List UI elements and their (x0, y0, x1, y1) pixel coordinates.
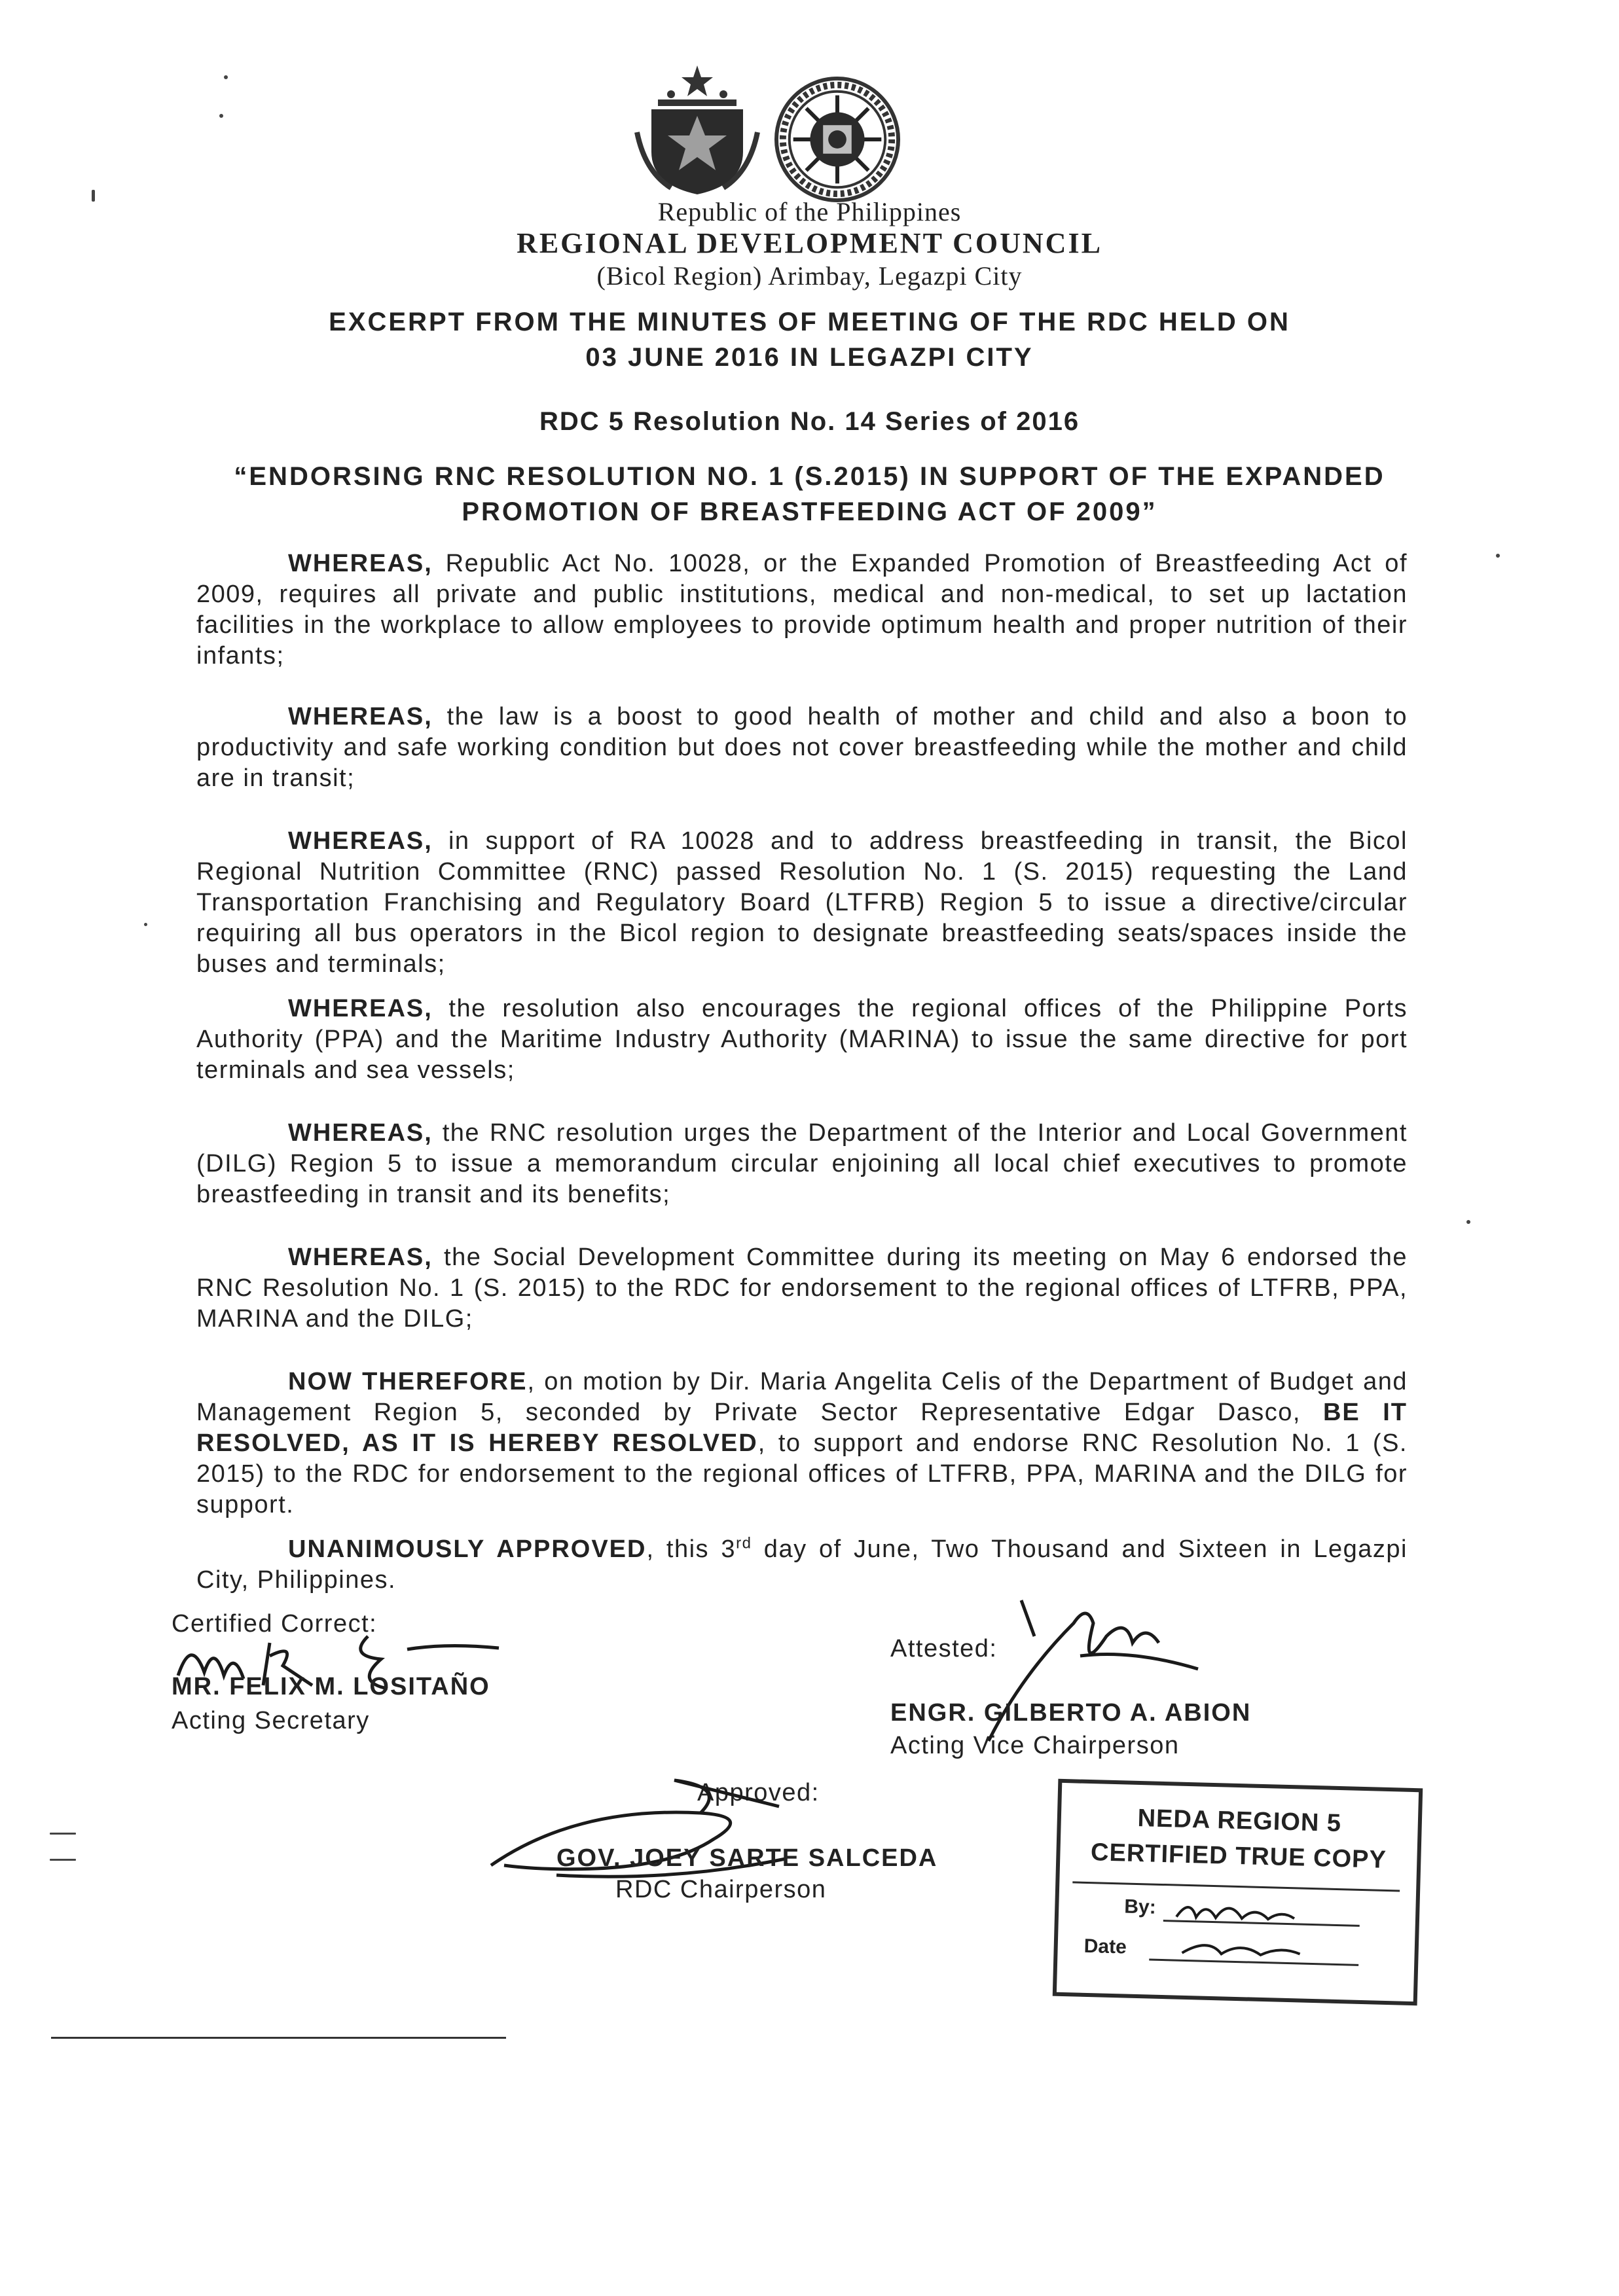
letterhead-region: (Bicol Region) Arimbay, Legazpi City (596, 261, 1023, 291)
scan-speck (144, 923, 147, 926)
philippine-seal-icon (632, 60, 763, 198)
stamp-divider (1072, 1881, 1400, 1892)
scan-speck (50, 1859, 76, 1861)
certified-true-copy-stamp (1053, 1779, 1423, 2005)
ordinal-suffix: rd (736, 1534, 752, 1552)
scan-speck (219, 114, 223, 118)
paragraph-text: the resolution also encourages the regional offices of the Philippine Ports Authority (PPA) and the Maritime Industry Authority (MARINA) to issue the same directive for port terminals and sea vessels; (196, 995, 1408, 1084)
whereas-label: WHEREAS, (288, 550, 433, 577)
stamp-date-label: Date (1083, 1935, 1127, 1958)
approved-label: Approved: (697, 1779, 820, 1806)
certified-correct-label: Certified Correct: (172, 1610, 378, 1638)
subject-line-2: PROMOTION OF BREASTFEEDING ACT OF 2009” (462, 497, 1157, 526)
whereas-paragraph-5 (196, 1118, 1408, 1210)
title-line-1: EXCERPT FROM THE MINUTES OF MEETING OF THE RDC HELD ON (329, 308, 1290, 336)
chair-title: RDC Chairperson (615, 1876, 827, 1903)
attested-label: Attested: (890, 1635, 998, 1662)
whereas-label: WHEREAS, (288, 1119, 433, 1147)
paragraph-text: the Social Development Committee during its meeting on May 6 endorsed the RNC Resolution No. 1 (S. 2015) to the RDC for endorsement to the regional offices of LTFRB, PPA, MARINA and the DILG; (196, 1244, 1408, 1333)
whereas-label: WHEREAS, (288, 1244, 433, 1271)
chair-name: GOV. JOEY SARTE SALCEDA (556, 1844, 938, 1872)
whereas-paragraph-4 (196, 994, 1408, 1086)
approved-label: UNANIMOUSLY APPROVED (288, 1535, 647, 1563)
stamp-office: NEDA REGION 5 (1137, 1804, 1342, 1838)
whereas-paragraph-6 (196, 1242, 1408, 1335)
rdc-seal-icon (773, 75, 902, 204)
whereas-label: WHEREAS, (288, 995, 433, 1022)
whereas-paragraph-3 (196, 826, 1408, 980)
scan-speck (1496, 554, 1500, 558)
whereas-paragraph-2 (196, 702, 1408, 794)
subject-line-1: “ENDORSING RNC RESOLUTION NO. 1 (S.2015) IN SUPPORT OF THE EXPANDED (234, 462, 1385, 491)
scan-speck (50, 1833, 76, 1835)
vice-chair-name: ENGR. GILBERTO A. ABION (890, 1699, 1252, 1727)
title-line-2: 03 JUNE 2016 IN LEGAZPI CITY (585, 343, 1034, 372)
bottom-rule (51, 2037, 506, 2039)
paragraph-text: day of June, Two Thousand and Sixteen in Legazpi City, Philippines. (196, 1535, 1408, 1594)
scan-speck (1466, 1220, 1470, 1224)
resolving-paragraph (196, 1367, 1408, 1520)
letterhead-seals (632, 60, 913, 211)
stamp-certified: CERTIFIED TRUE COPY (1090, 1839, 1387, 1874)
stamp-handwriting-icon (1169, 1890, 1341, 1967)
paragraph-text: the RNC resolution urges the Department of the Interior and Local Government (DILG) Region 5 to issue a memorandum circular enjoining all local chief executives to promote breastfeeding in transit and its benefits; (196, 1119, 1408, 1208)
resolved-clause: BE IT RESOLVED, AS IT IS HEREBY RESOLVED (196, 1399, 1408, 1457)
approval-paragraph (196, 1534, 1408, 1596)
secretary-name: MR. FELIX M. LOSITAÑO (172, 1673, 490, 1700)
now-therefore-label: NOW THEREFORE (288, 1368, 528, 1395)
paragraph-text: the law is a boost to good health of mother and child and also a boon to productivity and safe working condition but does not cover breastfeeding while the mother and child are in transit; (196, 703, 1408, 792)
vice-chair-title: Acting Vice Chairperson (890, 1732, 1180, 1759)
stamp-by-label: By: (1123, 1895, 1157, 1918)
paragraph-text: Republic Act No. 10028, or the Expanded Promotion of Breastfeeding Act of 2009, requires all private and public institutions, medical and non-medical, to set up lactation facilities in the workplace to allow employees to provide optimum health and proper nutrition of their infants; (196, 550, 1408, 670)
scan-speck (92, 190, 95, 202)
resolution-number: RDC 5 Resolution No. 14 Series of 2016 (539, 407, 1080, 436)
paragraph-text: , this 3 (646, 1535, 737, 1563)
whereas-paragraph-1 (196, 548, 1408, 672)
paragraph-text: , on motion by Dir. Maria Angelita Celis of the Department of Budget and Management Region 5, seconded by Private Sector Representative Edgar Dasco, (196, 1368, 1408, 1426)
letterhead-republic: Republic of the Philippines (657, 197, 962, 226)
secretary-title: Acting Secretary (172, 1707, 370, 1734)
whereas-label: WHEREAS, (288, 703, 433, 730)
paragraph-text: , to support and endorse RNC Resolution No. 1 (S. 2015) to the RDC for endorsement to the regional offices of LTFRB, PPA, MARINA and the DILG for support. (196, 1429, 1408, 1518)
scan-speck (224, 75, 228, 79)
paragraph-text: in support of RA 10028 and to address breastfeeding in transit, the Bicol Regional Nutrition Committee (RNC) passed Resolution No. 1 (S. 2015) requesting the Land Transportation Franchising and Regulatory Board (LTFRB) Region 5 to issue a directive/circular requiring all bus operators in the Bicol region to designate breastfeeding seats/spaces inside the buses and terminals; (196, 827, 1408, 978)
letterhead-council: REGIONAL DEVELOPMENT COUNCIL (517, 227, 1102, 259)
whereas-label: WHEREAS, (288, 827, 433, 855)
